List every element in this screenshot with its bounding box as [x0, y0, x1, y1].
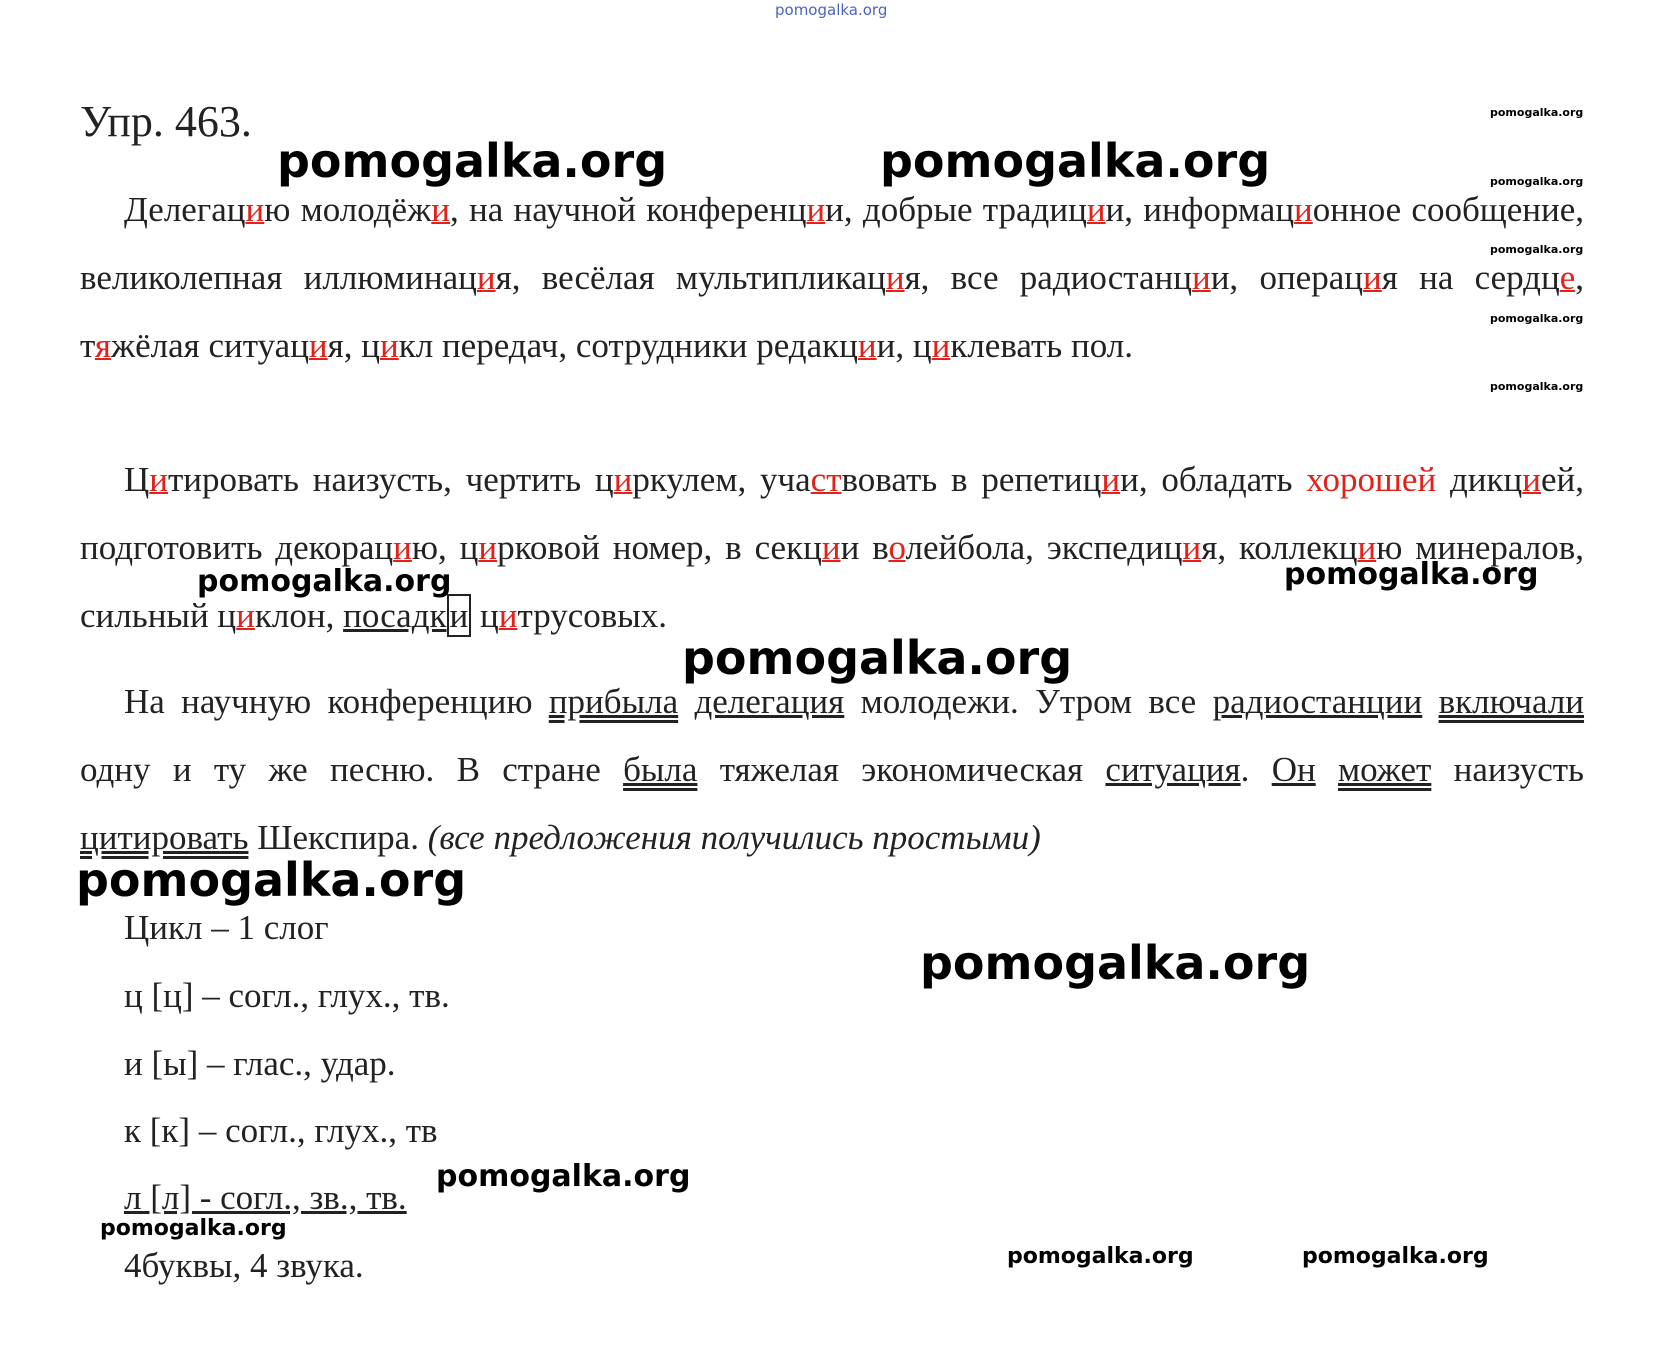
text-segment: . [1240, 750, 1272, 789]
spelling-highlight: и [885, 258, 905, 297]
text-segment [678, 682, 694, 721]
spelling-highlight: и [1362, 258, 1382, 297]
spelling-highlight: и [1191, 258, 1211, 297]
spelling-highlight: и [1086, 190, 1106, 229]
paragraph-word-list-1 [80, 176, 1584, 380]
text-segment [1422, 682, 1438, 721]
spelling-highlight: и [498, 596, 518, 635]
spelling-highlight: и [1522, 460, 1541, 499]
text-segment: тяжелая экономическая [697, 750, 1106, 789]
text-segment: ц [471, 596, 499, 635]
watermark: pomogalka.org [880, 134, 1271, 188]
red-word: хорошей [1306, 460, 1437, 499]
text-segment: дикц [1436, 460, 1523, 499]
spelling-highlight: и [380, 326, 399, 365]
text-segment: На научную конференцию [124, 682, 549, 721]
text-segment: тировать наизусть, чертить ц [168, 460, 614, 499]
predicate-word: была [623, 750, 698, 789]
predicate-word: может [1338, 750, 1432, 789]
underlined-word: радиостанции [1212, 682, 1423, 721]
spelling-highlight: и [1182, 528, 1202, 567]
spelling-highlight: я [94, 326, 111, 365]
text-segment: жёлая ситуац [110, 326, 309, 365]
text-segment: , т [80, 258, 1584, 365]
watermark-tiny: pomogalka.org [1490, 312, 1584, 325]
text-segment: ю минералов, сильный ц [80, 528, 1584, 635]
spelling-highlight: и [931, 326, 951, 365]
text-segment: клон, [254, 596, 344, 635]
watermark: pomogalka.org [920, 936, 1311, 990]
text-segment: кл передач, сотрудники редакц [398, 326, 858, 365]
text-segment: я, коллекц [1201, 528, 1358, 567]
watermark-tiny: pomogalka.org [1490, 243, 1584, 256]
text-segment: наизусть [1431, 750, 1584, 789]
watermark-top: pomogalka.org [775, 1, 888, 19]
text-segment: и, обладать [1120, 460, 1307, 499]
watermark: pomogalka.org [1007, 1244, 1194, 1269]
text-segment: вовать в репетиц [841, 460, 1102, 499]
text-segment: , на научной конференц [450, 190, 807, 229]
spelling-highlight: и [821, 528, 841, 567]
text-segment: я, все радиостанц [904, 258, 1192, 297]
spelling-highlight: е [1559, 258, 1576, 297]
text-segment: трусовых. [517, 596, 668, 635]
watermark: pomogalka.org [682, 631, 1073, 685]
predicate-word: включали [1438, 682, 1585, 721]
text-segment: и, добрые традиц [825, 190, 1087, 229]
analysis-summary: 4буквы, 4 звука. [124, 1246, 364, 1285]
spelling-highlight: и [1294, 190, 1313, 229]
text-segment: Шекспира. [248, 818, 428, 857]
text-segment: я, ц [327, 326, 380, 365]
exercise-heading: Упр. 463. [80, 97, 252, 146]
text-segment: молодежи. Утром все [844, 682, 1213, 721]
spelling-highlight: о [888, 528, 906, 567]
text-segment: ю, ц [411, 528, 479, 567]
predicate-word: прибыла [548, 682, 679, 721]
watermark-tiny: pomogalka.org [1490, 106, 1584, 119]
spelling-highlight: и [806, 190, 826, 229]
spelling-highlight: и [308, 326, 328, 365]
spelling-highlight: и [149, 460, 169, 499]
text-segment: Ц [124, 460, 150, 499]
text-segment: лейбола, экспедиц [905, 528, 1183, 567]
spelling-highlight: и [245, 190, 265, 229]
text-segment [1316, 750, 1338, 789]
spelling-highlight: ст [810, 460, 842, 499]
spelling-highlight: и [478, 528, 498, 567]
text-segment: и в [840, 528, 889, 567]
watermark: pomogalka.org [76, 853, 467, 907]
predicate-word: цитировать [80, 818, 249, 857]
spelling-highlight: и [613, 460, 633, 499]
watermark: pomogalka.org [277, 134, 668, 188]
italic-note: (все предложения получились простыми) [427, 818, 1041, 857]
text-segment: ей, подготовить декорац [80, 460, 1584, 567]
underlined-word: посадк [343, 596, 447, 635]
text-segment: и, ц [876, 326, 932, 365]
watermark-tiny: pomogalka.org [1490, 380, 1584, 393]
text-segment: Делегац [124, 190, 246, 229]
watermark: pomogalka.org [100, 1216, 287, 1241]
watermark: pomogalka.org [1302, 1244, 1489, 1269]
text-segment: я на сердц [1381, 258, 1560, 297]
spelling-highlight: и [393, 528, 412, 567]
spelling-highlight: и [431, 190, 450, 229]
spelling-highlight: и [236, 596, 255, 635]
text-segment: онное сообщение, великолепная иллюминац [80, 190, 1585, 297]
paragraph-word-list-2 [80, 446, 1584, 650]
watermark: pomogalka.org [197, 564, 452, 599]
text-segment: я, весёлая мультипликац [495, 258, 886, 297]
text-segment: ркулем, уча [632, 460, 811, 499]
text-segment: одну и ту же песню. В стране [80, 750, 624, 789]
text-segment: клевать пол. [950, 326, 1134, 365]
analysis-row: л [л] - согл., зв., тв. [124, 1178, 407, 1217]
analysis-title: Цикл – 1 слог [124, 908, 329, 947]
text-segment: и, операц [1210, 258, 1363, 297]
watermark-tiny: pomogalka.org [1490, 175, 1584, 188]
underlined-word: делегация [694, 682, 845, 721]
text-segment: ю молодёж [264, 190, 432, 229]
analysis-row: к [к] – согл., глух., тв [124, 1111, 438, 1150]
ending-box: и [447, 594, 472, 637]
underlined-word: Он [1271, 750, 1316, 789]
analysis-row: ц [ц] – согл., глух., тв. [124, 976, 450, 1015]
text-segment: и, информац [1105, 190, 1295, 229]
spelling-highlight: и [1101, 460, 1121, 499]
watermark: pomogalka.org [1284, 557, 1539, 592]
spelling-highlight: и [857, 326, 877, 365]
paragraph-sentences [80, 668, 1584, 872]
analysis-row: и [ы] – глас., удар. [124, 1044, 396, 1083]
underlined-word: ситуация [1105, 750, 1241, 789]
text-segment: рковой номер, в секц [497, 528, 822, 567]
spelling-highlight: и [1357, 528, 1377, 567]
spelling-highlight: и [476, 258, 496, 297]
watermark: pomogalka.org [436, 1159, 691, 1194]
